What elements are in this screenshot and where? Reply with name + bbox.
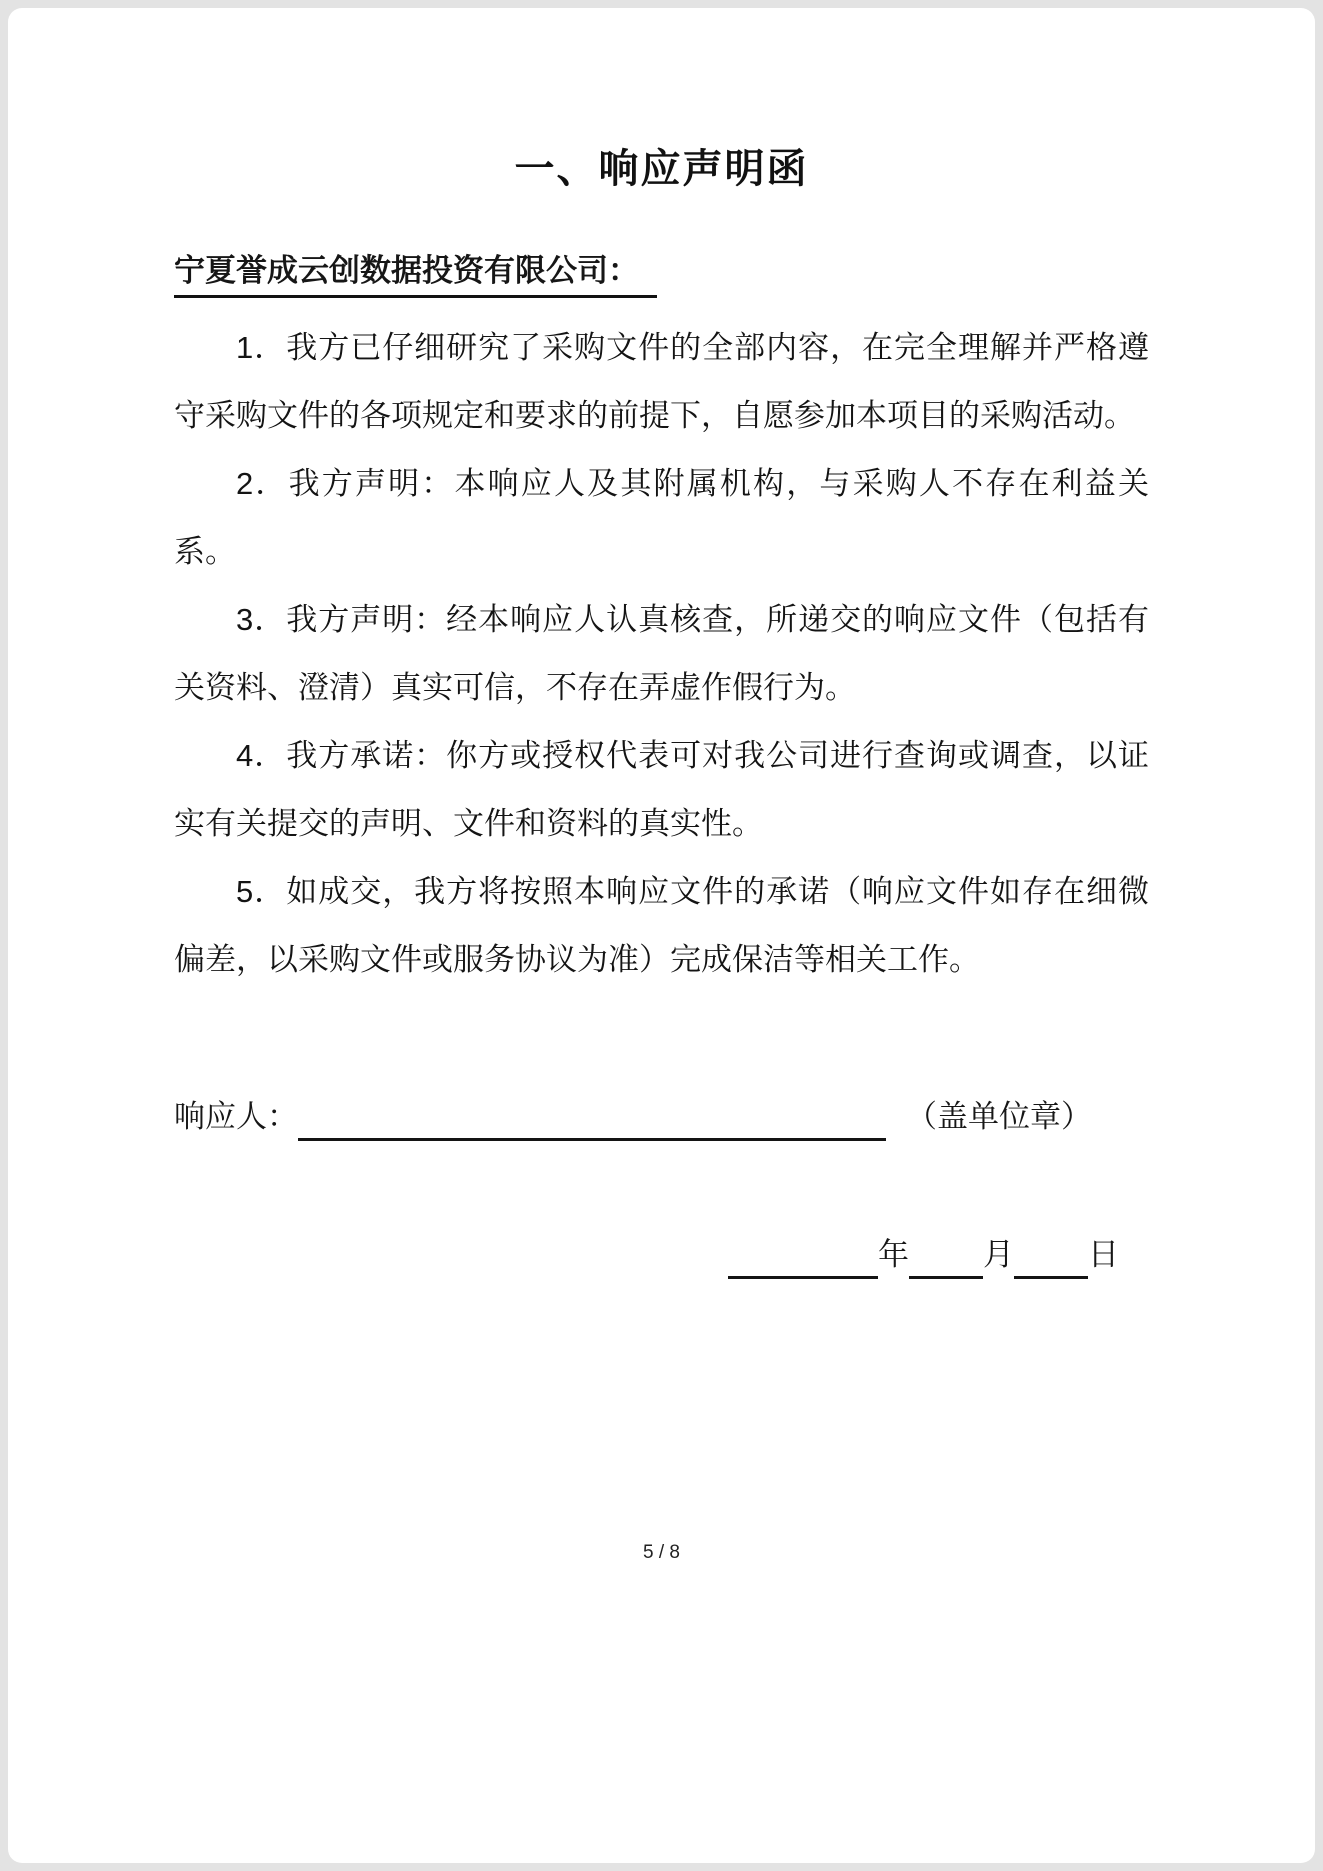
signature-row <box>174 1090 1149 1144</box>
signature-blank-line <box>298 1098 886 1141</box>
page-title: 一、响应声明函 <box>514 147 809 191</box>
seal-note: （盖单位章） <box>906 1099 1092 1134</box>
statement-paragraph-5: 5．如成交，我方将按照本响应文件的承诺（响应文件如存在细微偏差，以采购文件或服务协议为准）完成保洁等相关工作。 <box>174 874 1149 977</box>
addressee-line <box>174 250 1149 298</box>
page-number-footer: 5 / 8 <box>643 1542 680 1563</box>
statement-paragraph-4: 4．我方承诺：你方或授权代表可对我公司进行查询或调查，以证实有关提交的声明、文件和资料的真实性。 <box>174 738 1149 841</box>
document-page <box>8 8 1315 1863</box>
month-label: 月 <box>983 1237 1014 1272</box>
statement-paragraph-1: 1．我方已仔细研究了采购文件的全部内容，在完全理解并严格遵守采购文件的各项规定和要求的前提下，自愿参加本项目的采购活动。 <box>174 330 1149 433</box>
signature-label: 响应人： <box>174 1099 298 1134</box>
document-content <box>8 142 1315 1863</box>
statement-paragraph-2: 2．我方声明：本响应人及其附属机构，与采购人不存在利益关系。 <box>174 466 1149 569</box>
month-blank-line <box>909 1236 983 1279</box>
day-label: 日 <box>1088 1237 1119 1272</box>
statement-paragraphs <box>174 314 1149 994</box>
addressee-company-name: 宁夏誉成云创数据投资有限公司： <box>174 250 657 298</box>
statement-paragraph-3: 3．我方声明：经本响应人认真核查，所递交的响应文件（包括有关资料、澄清）真实可信，不存在弄虚作假行为。 <box>174 602 1149 705</box>
year-blank-line <box>728 1236 878 1279</box>
year-label: 年 <box>878 1237 909 1272</box>
day-blank-line <box>1014 1236 1088 1279</box>
date-row <box>174 1228 1149 1282</box>
